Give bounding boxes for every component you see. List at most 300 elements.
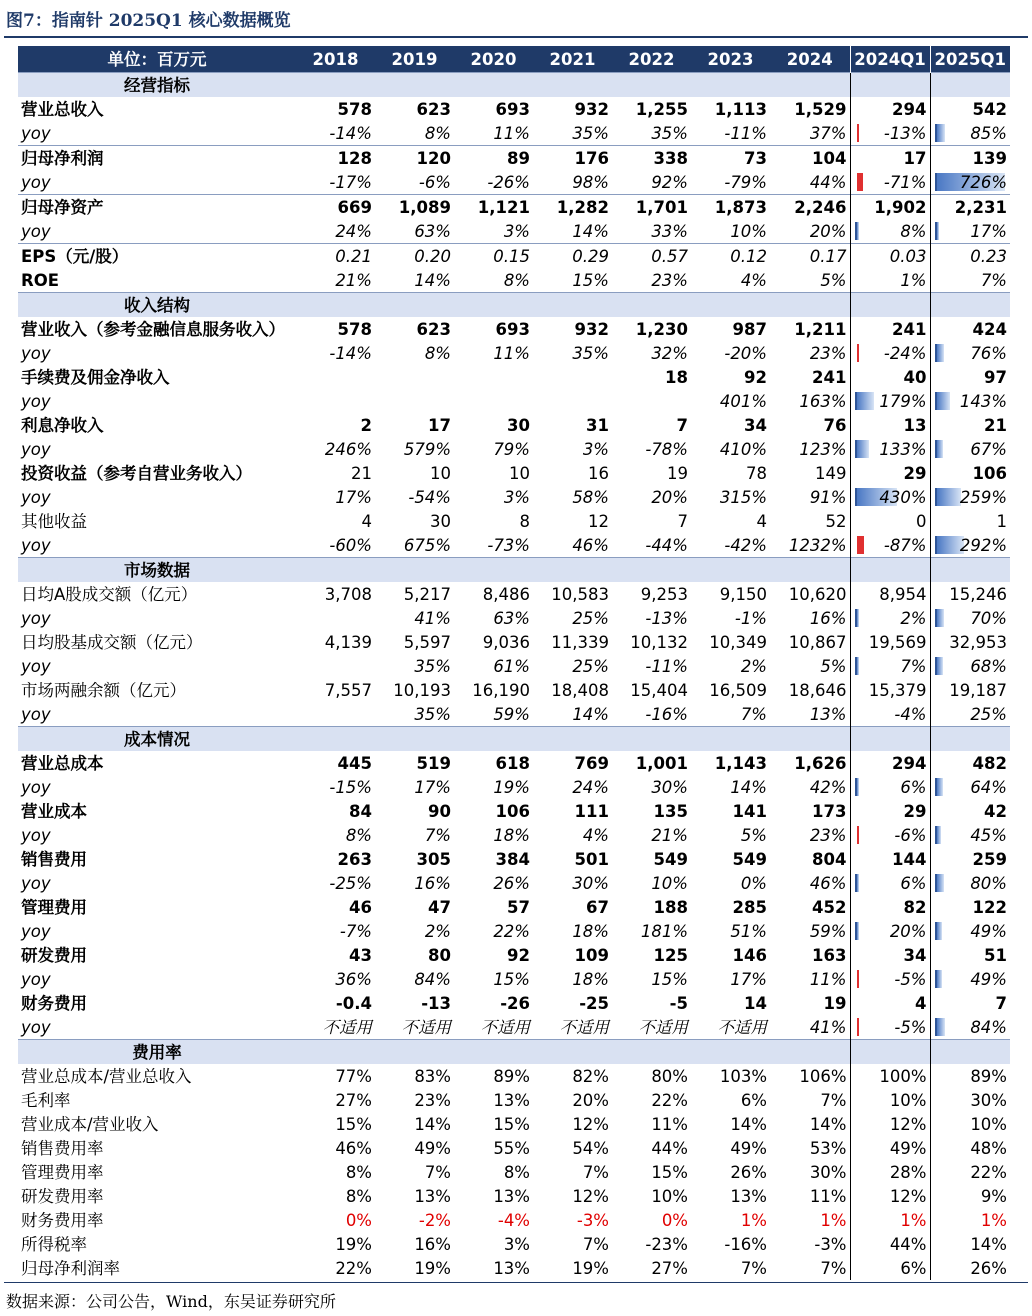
value-text: 29 [903,801,927,821]
row-label: 其他收益 [21,511,87,531]
value-text: 1% [900,1210,927,1230]
value-cell [533,146,612,171]
value-text: 85% [970,123,1007,143]
value-cell [770,389,850,413]
value-cell [770,317,850,341]
value-cell [533,654,612,678]
value-text: 693 [495,99,530,119]
value-cell [454,461,533,485]
value-text: -54% [408,487,451,507]
value-text: 16 [588,463,609,483]
value-text: 424 [972,319,1007,339]
value-cell [454,97,533,121]
value-cell [930,943,1010,967]
value-cell [375,943,454,967]
value-cell [770,1256,850,1280]
value-cell [930,1184,1010,1208]
value-text: 1,230 [635,319,688,339]
value-cell [691,1064,770,1088]
value-cell [770,121,850,146]
value-cell [454,943,533,967]
value-text: 17 [903,148,927,168]
value-text: 77% [335,1066,372,1086]
value-text: 100% [879,1066,927,1086]
value-cell [375,1160,454,1184]
value-text: 14% [809,1114,847,1134]
value-text: 10,193 [393,680,451,700]
value-text: 294 [892,753,927,773]
value-cell [770,871,850,895]
value-text: -25% [329,873,372,893]
data-row [18,1208,1010,1232]
value-text: 305 [416,849,451,869]
value-text: 163 [812,945,847,965]
value-text: 19% [493,777,530,797]
value-text: -13% [883,123,927,143]
data-row [18,751,1010,775]
value-text: 73 [744,148,767,168]
value-text: 29 [903,463,927,483]
yoy-row [18,606,1010,630]
value-text: 315% [719,487,767,507]
value-text: 91% [809,487,847,507]
row-label: yoy [21,172,51,192]
value-cell [770,268,850,293]
section-fill [375,1040,454,1065]
value-cell [375,413,454,437]
value-text: 59% [809,921,847,941]
value-text: 57 [507,897,530,917]
value-text: 0% [740,873,767,893]
value-cell [296,341,375,365]
value-text: 24% [335,221,372,241]
value-text: 106% [799,1066,847,1086]
value-cell [930,1136,1010,1160]
value-text: 24% [572,777,609,797]
value-text: 1,121 [477,197,530,217]
value-cell [454,268,533,293]
value-cell [770,533,850,558]
data-row [18,895,1010,919]
section-fill [930,293,1010,318]
value-text: 18% [572,921,609,941]
value-cell [930,1208,1010,1232]
value-text: 0 [916,511,927,531]
value-cell [375,146,454,171]
value-text: 15,379 [868,680,927,700]
value-text: 30% [809,1162,847,1182]
yoy-row [18,437,1010,461]
figure-title: 图7：指南针 2025Q1 核心数据概览 [6,11,291,31]
header-unit: 单位：百万元 [18,46,296,73]
value-text: 14% [414,270,451,290]
value-cell [296,365,375,389]
value-cell [770,702,850,727]
data-row [18,317,1010,341]
value-cell [930,389,1010,413]
section-fill [375,558,454,583]
value-cell [375,485,454,509]
value-cell [691,799,770,823]
value-cell [454,1015,533,1040]
value-cell [533,751,612,775]
value-text: 1% [900,270,927,290]
data-row [18,509,1010,533]
value-cell [533,943,612,967]
value-cell [533,461,612,485]
value-cell [930,365,1010,389]
value-cell [770,219,850,244]
value-cell [930,678,1010,702]
value-text: 430% [879,487,927,507]
value-text: 92 [744,367,767,387]
value-text: 8% [900,221,927,241]
value-text: 3% [503,487,530,507]
value-text: 9,150 [719,584,767,604]
value-text: 987 [732,319,767,339]
value-text: 30% [651,777,688,797]
value-text: 20% [809,221,847,241]
value-cell [375,630,454,654]
value-text: -24% [883,343,927,363]
value-text: 20% [889,921,927,941]
value-cell [691,195,770,220]
value-cell [930,895,1010,919]
value-cell [454,847,533,871]
value-cell [454,1256,533,1280]
value-cell [296,606,375,630]
value-cell [296,317,375,341]
value-text: 46% [335,1138,372,1158]
value-cell [850,317,930,341]
value-text: 804 [812,849,847,869]
row-label: 毛利率 [21,1090,71,1110]
value-cell [770,606,850,630]
value-cell [375,461,454,485]
row-label: 市场两融余额（亿元） [21,680,186,700]
value-cell [375,775,454,799]
value-cell [296,244,375,269]
value-text: 618 [495,753,530,773]
value-cell [691,389,770,413]
value-cell [850,219,930,244]
section-fill [850,73,930,98]
value-text: 8 [519,511,530,531]
value-text: 1% [980,1210,1007,1230]
value-cell [375,195,454,220]
value-text: 932 [574,99,609,119]
value-text: 176 [574,148,609,168]
value-cell [691,365,770,389]
yoy-row [18,775,1010,799]
value-text: 82% [572,1066,609,1086]
value-cell [612,121,691,146]
value-text: 16,509 [709,680,767,700]
value-cell [770,582,850,606]
value-text: 25% [970,704,1007,724]
value-cell [533,1232,612,1256]
header-period: 2020 [454,46,533,73]
value-text: 133% [879,439,927,459]
section-fill [375,73,454,98]
value-cell [612,97,691,121]
value-cell [691,871,770,895]
value-cell [296,1160,375,1184]
data-bar [935,970,942,988]
value-cell [375,389,454,413]
value-cell [296,1088,375,1112]
value-cell [850,268,930,293]
value-cell [930,871,1010,895]
value-text: -2% [418,1210,451,1230]
data-bar [935,488,961,506]
value-cell [612,1112,691,1136]
value-cell [454,630,533,654]
section-header [18,1040,1010,1065]
value-text: 36% [335,969,372,989]
value-text: 6% [900,1258,927,1278]
value-text: 78 [746,463,767,483]
value-cell [533,967,612,991]
data-row [18,97,1010,121]
section-fill [454,293,533,318]
value-text: 263 [337,849,372,869]
bottom-rule [4,1282,1028,1283]
value-cell [454,533,533,558]
data-bar [857,826,859,844]
data-row [18,847,1010,871]
value-cell [691,991,770,1015]
value-text: -16% [645,704,688,724]
value-cell [850,1015,930,1040]
header-period: 2022 [612,46,691,73]
value-cell [850,919,930,943]
value-text: 27% [651,1258,688,1278]
value-text: 13 [903,415,927,435]
value-text: 16% [414,1234,451,1254]
value-cell [533,389,612,413]
value-cell [454,1184,533,1208]
section-fill [691,558,770,583]
value-cell [375,97,454,121]
value-text: 17% [970,221,1007,241]
data-bar [855,922,859,940]
row-label: 手续费及佣金净收入 [21,367,170,387]
value-text: 20% [572,1090,609,1110]
value-cell [612,244,691,269]
value-cell [691,268,770,293]
value-text: 54% [572,1138,609,1158]
value-text: 10 [430,463,451,483]
value-cell [691,678,770,702]
value-text: 8% [345,1162,372,1182]
row-label: 投资收益（参考自营业务收入） [21,463,252,483]
section-fill [770,558,850,583]
value-text: 14 [744,993,767,1013]
value-cell [454,389,533,413]
data-bar [935,826,941,844]
value-text: 6% [900,873,927,893]
value-text: 21 [984,415,1007,435]
value-text: 67 [586,897,609,917]
section-title: 成本情况 [18,727,296,752]
data-bar [857,536,864,554]
value-text: 47 [428,897,451,917]
value-text: 44% [651,1138,688,1158]
row-label: 研发费用 [21,945,87,965]
row-label: 所得税率 [21,1234,87,1254]
value-text: 不适用 [638,1017,688,1037]
value-cell [930,509,1010,533]
section-fill [770,293,850,318]
value-text: 23% [414,1090,451,1110]
row-label: yoy [21,969,51,989]
value-cell [533,365,612,389]
value-cell [454,317,533,341]
value-cell [296,1015,375,1040]
value-text: 7 [677,511,688,531]
value-text: 41% [809,1017,847,1037]
value-cell [612,943,691,967]
value-text: 15% [572,270,609,290]
value-text: 61% [493,656,530,676]
value-cell [691,847,770,871]
value-text: 32,953 [949,632,1007,652]
value-cell [612,195,691,220]
value-text: 49% [970,921,1007,941]
yoy-row [18,967,1010,991]
value-cell [296,702,375,727]
value-cell [930,461,1010,485]
value-cell [930,847,1010,871]
value-cell [850,991,930,1015]
value-cell [533,823,612,847]
value-cell [454,1136,533,1160]
row-label: yoy [21,439,51,459]
data-row [18,195,1010,220]
value-cell [930,1064,1010,1088]
yoy-row [18,533,1010,558]
value-text: 285 [732,897,767,917]
value-text: 53% [809,1138,847,1158]
value-cell [454,871,533,895]
value-cell [454,437,533,461]
row-label: yoy [21,825,51,845]
value-text: 80 [428,945,451,965]
value-text: -5% [894,1017,927,1037]
value-cell [454,823,533,847]
value-text: 2% [740,656,767,676]
value-text: 3% [503,1234,530,1254]
value-text: 542 [972,99,1007,119]
value-cell [296,389,375,413]
value-text: 3% [503,221,530,241]
value-cell [612,437,691,461]
value-cell [930,823,1010,847]
value-cell [691,437,770,461]
value-cell [296,775,375,799]
value-cell [691,97,770,121]
row-label: 财务费用率 [21,1210,104,1230]
value-text: 0.21 [335,246,372,266]
value-text: 2% [900,608,927,628]
value-text: 2,246 [794,197,847,217]
value-text: 64% [970,777,1007,797]
data-row [18,365,1010,389]
value-cell [930,1232,1010,1256]
value-text: 51% [730,921,767,941]
value-cell [375,1136,454,1160]
value-cell [850,943,930,967]
value-text: 1,001 [635,753,688,773]
value-text: 769 [574,753,609,773]
value-cell [454,606,533,630]
value-text: -1% [734,608,767,628]
value-text: 84% [414,969,451,989]
data-bar [935,657,943,675]
value-cell [691,509,770,533]
data-bar [855,222,859,240]
value-text: 15% [651,1162,688,1182]
value-cell [533,582,612,606]
value-cell [454,799,533,823]
value-text: 10% [651,873,688,893]
value-cell [296,967,375,991]
value-cell [612,582,691,606]
value-text: 1,626 [794,753,847,773]
section-header [18,73,1010,98]
data-row [18,461,1010,485]
value-cell [533,1064,612,1088]
section-fill [691,73,770,98]
value-cell [533,847,612,871]
value-cell [454,991,533,1015]
value-text: 669 [337,197,372,217]
value-cell [533,509,612,533]
row-label: 归母净利润率 [21,1258,120,1278]
value-cell [850,485,930,509]
value-text: 1,089 [398,197,451,217]
value-cell [454,195,533,220]
value-cell [533,895,612,919]
row-label: yoy [21,873,51,893]
value-cell [850,461,930,485]
value-cell [375,751,454,775]
value-cell [375,823,454,847]
value-text: 7,557 [324,680,372,700]
value-text: -16% [724,1234,767,1254]
value-text: 726% [959,172,1007,192]
section-fill [296,1040,375,1065]
value-text: 3% [582,439,609,459]
value-cell [930,991,1010,1015]
value-cell [533,919,612,943]
row-label: yoy [21,608,51,628]
value-cell [691,1088,770,1112]
row-label: 归母净利润 [18,146,296,171]
data-row [18,799,1010,823]
value-text: 67% [970,439,1007,459]
section-fill [691,727,770,752]
row-label: 营业总成本 [21,753,104,773]
value-text: 44% [809,172,847,192]
value-text: 12% [572,1114,609,1134]
data-bar [935,222,939,240]
value-text: 7% [900,656,927,676]
value-cell [930,702,1010,727]
value-cell [770,943,850,967]
value-cell [612,751,691,775]
